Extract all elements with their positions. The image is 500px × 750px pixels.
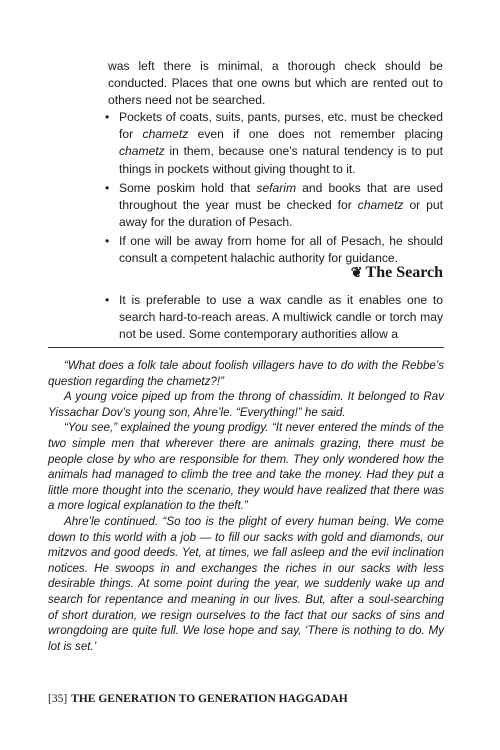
story-paragraph: Ahre’le continued. “So too is the plight of every human being. We come down to this world with a job — to fill our sacks with gold and diamonds, our mitzvos and good deeds. Yet, at times, we fall asleep and the evil inclination notices. He swoops in and exchanges the riches in our sacks with less desirable things. At some point during the year, we suddenly wake up and search for repentance and meaning in our lives. But, after a soul-searching of short duration, we resign ourselves to the fact that our sacks of sins and wrongdoing are quite full. We lose hope and say, ‘There is nothing to do. My lot is set.’ <box>48 514 444 653</box>
book-title: THE GENERATION TO GENERATION HAGGADAH <box>71 693 348 705</box>
ornament-icon: ❦ <box>350 266 363 281</box>
story-block <box>48 358 444 654</box>
italic-term: sefarim <box>256 180 297 195</box>
text-run: Pockets of coats, suits, pants, purses, etc. must be checked for <box>119 110 443 142</box>
story-paragraph: “What does a folk tale about foolish villagers have to do with the Rebbe’s question regarding the chametz?!” <box>48 359 444 388</box>
story-paragraph: A young voice piped up from the throng of chassidim. It belonged to Rav Yissachar Dov’s young son, Ahre’le. “Everything!” he said. <box>48 390 444 419</box>
list-item <box>105 292 443 343</box>
text-run: even if one does not remember placing <box>188 127 443 142</box>
text-run: If one will be away from home for all of Pesach, he should consult a competent halachic authority for guidance. <box>119 233 443 266</box>
list-item <box>108 109 443 177</box>
text-run: and books that are used throughout the year must be checked for <box>119 180 443 212</box>
section-bullet-text: It is preferable to use a wax candle as it enables one to search hard-to-reach areas. A multiwick candle or torch may not be used. Some contemporary authorities allow a <box>119 293 443 342</box>
italic-term: chametz <box>142 127 189 142</box>
section-body <box>105 292 443 343</box>
bullet-list <box>108 109 443 267</box>
story-paragraph: “You see,” explained the young prodigy. “It never entered the minds of the two simple men that wherever there are animals grazing, there must be people close by who are responsible for them. They only wondered how the animals had managed to climb the tree and take the money. Had they put a little more thought into the scenario, they would have realized that there was a more logical explanation to the theft.” <box>48 421 444 513</box>
text-run: in them, because one’s natural tendency is to put things in pockets without giving thought to it. <box>119 144 443 176</box>
italic-term: chametz <box>119 144 165 159</box>
divider-rule <box>48 347 444 348</box>
top-text-block <box>108 58 443 267</box>
italic-term: chametz <box>357 197 404 212</box>
section-heading-text: The Search <box>365 264 443 281</box>
page-footer <box>48 692 448 706</box>
bullet-glyph: • <box>105 293 110 307</box>
page-number: [35] <box>48 693 68 705</box>
list-item <box>108 180 443 231</box>
continuation-paragraph: was left there is minimal, a thorough check should be conducted. Places that one owns but which are rented out to others need not be searched. <box>108 59 443 108</box>
text-run: or put away for the duration of Pesach. <box>119 197 443 229</box>
text-run: Some poskim hold that <box>119 180 257 195</box>
section-heading <box>108 262 443 285</box>
